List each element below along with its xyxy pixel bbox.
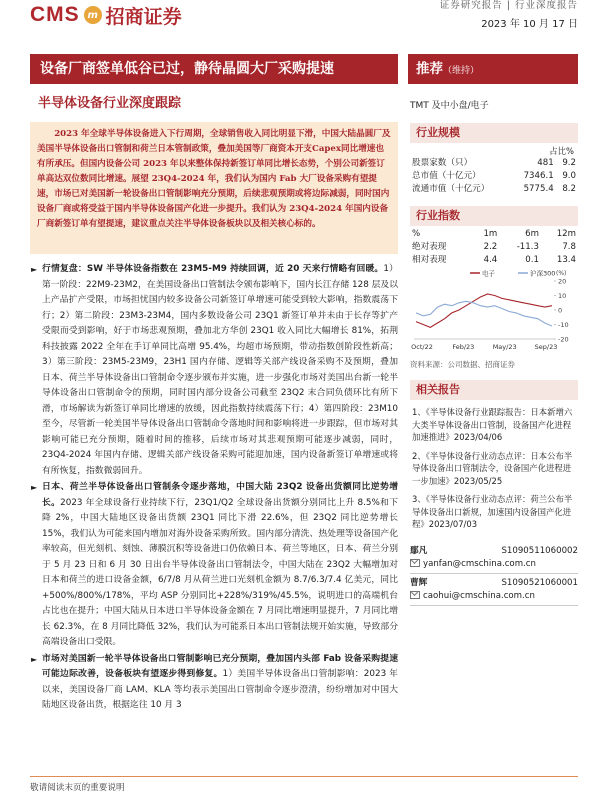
related-section-title: 相关报告 — [410, 380, 578, 400]
cell: 13.4 — [556, 255, 576, 265]
table-row — [410, 254, 578, 267]
paragraph-heading: 日本、荷兰半导体设备出口管制条令逐步落地，中国大陆 23Q2 设备出货额同比逆势增长。 — [42, 482, 398, 508]
index-table — [410, 228, 578, 267]
y-tick-label: 0 — [558, 306, 563, 315]
paragraph-heading: 市场对美国新一轮半导体设备出口管制影响已充分预期，叠加国内头部 Fab 设备采购提速可能边际改善，设备板块有望逐步得到修复。 — [42, 653, 398, 679]
rating-sub: （维持） — [443, 66, 480, 76]
table-row — [410, 241, 578, 254]
row-pct: 9.0 — [562, 171, 576, 181]
cell: 2.2 — [483, 242, 498, 252]
triangle-bullet-icon: ► — [31, 265, 38, 274]
cell: 0.1 — [525, 255, 539, 265]
table-row — [410, 170, 578, 183]
cell: 7.8 — [562, 242, 576, 252]
paragraph-text: 1）第一阶段：22M9-23M2，在美国设备出口管制法令颁布影响下，国内长江存储 128 层及以上产品扩产受限，市场担忧国内较多设备公司新签订单增速可能受到较大影响，指数震荡下行；2）第二阶段：23M3-23M4，国内多数设备公司 23Q1 新签订单并未由于长存等扩产受限而受到影响，好于市场悲观预期，叠加北方华创 23Q1 收入同比大幅增长 81%，拓荆科技披露 2022 全年在手订单同比高增 95.4%，均超市场预期，带动指数创阶段性新高；3）第三阶段：23M5-23M9，23H1 国内存储、逻辑等关部产线设备采购不及预期，叠加日本、荷兰半导体设备出口管制命令逐步颁布并实施，进一步强化市场对美国出台新一轮半导体设备出口管制命令的预期，同时国内部分设备公司截至 23Q2 末合同负债环比有所下滑，市场解读为新签订单同比增速的放缓，因此指数持续震荡下行；4）第四阶段：23M10 至今，尽管新一轮美国半导体设备出口管制命令落地时间和影响将进一步跟踪，但市场对其影响可能已充分预期，随着时间的推移，后续市场对其悲观预期可能逐步减弱，同时，23Q4-2024 年国内存储、逻辑关部产线设备采购可能迎加速，国内设备新签订单增速或将有所恢复，指数微弱回升。 — [42, 264, 398, 476]
x-tick-label: May/23 — [492, 343, 517, 351]
related-report-item[interactable]: 1、《半导体设备行业跟踪报告：日本新增六大类半导体设备出口管制，设备国产化进程加速推进》2023/04/06 — [412, 407, 573, 442]
analyst-email-row — [410, 590, 578, 606]
series-line-0 — [416, 294, 552, 327]
index-section-title: 行业指数 — [410, 206, 578, 226]
cell: -11.3 — [516, 242, 539, 252]
logo-text-cn: 招商证券 — [105, 5, 182, 28]
related-report-item[interactable]: 2、《半导体设备行业动态点评：日本公布半导体设备出口管制法令，设备国产化进程进一步加速》2023/05/25 — [412, 450, 573, 486]
row-value: 481 — [537, 158, 554, 168]
paragraph-text: 2023 年全球设备行业持续下行，23Q1/Q2 全球设备出货额分别同比上升 8.5%和下降 2%，中国大陆地区设备出货额 23Q1 同比下滑 22.6%，但 23Q2 同比逆势增长 15%，我们认为可能来国内增加对海外设备采购所致。国内部分清洗、热处理等设备国产化率较高，但光刻机、刻蚀、薄膜沉积等设备进口仍依赖日本、荷兰等地区，日本、荷兰分别于 5 月 23 日和 6 月 30 日出台半导体设备出口管制法令，中国大陆在 23Q2 大幅增加对日本和荷兰的进口设备金额，6/7/8 月从荷兰进口光刻机金额为 8.7/6.3/7.4 亿美元，同比+500%/800%/178%，平均 ASP 分别同比+228%/319%/45.5%，说明进口的高端机台占比也在提升；中国大陆从日本进口半导体设备金额在 7 月同比增速明显提升，7 月同比增长 62.3%，在 8 月同比降低 32%，我们认为可能系日本出口管制法规开始实施，导致部分高端设备出口受限。 — [42, 497, 398, 647]
index-line-chart — [410, 267, 578, 353]
footer-divider — [30, 776, 578, 777]
paragraph-text: 1）美国半导体设备出口管制影响：2023 年以来，美国设备厂商 LAM、KLA 等均表示美国出口管制命令逐步澄清，纷纷增加对中国大陆地区设备出货，根据迄往 10 月 3 — [42, 669, 398, 710]
row-pct: 9.2 — [562, 158, 576, 168]
mail-icon — [410, 591, 420, 599]
col-header: 6m — [525, 229, 539, 239]
analyst-2 — [410, 577, 578, 590]
col-header: 12m — [556, 229, 576, 239]
paragraph-1 — [30, 262, 398, 479]
row-label: 总市值（十亿元） — [412, 171, 481, 181]
report-meta — [440, 0, 578, 30]
logo-text-en: CMS — [30, 3, 80, 26]
row-label: 相对表现 — [412, 255, 447, 265]
col-header: 1m — [483, 229, 498, 239]
triangle-bullet-icon: ► — [31, 483, 38, 492]
col-header: % — [412, 229, 421, 239]
scale-section-title: 行业规模 — [410, 123, 578, 143]
analyst-id: S1090521060001 — [501, 577, 578, 588]
analyst-name: 曹辉 — [410, 577, 428, 588]
x-tick-label: Feb/23 — [452, 343, 475, 351]
scale-table — [410, 157, 578, 196]
related-reports — [410, 406, 578, 531]
main-body — [30, 262, 398, 715]
table-row — [410, 157, 578, 170]
paragraph-2 — [30, 480, 398, 651]
report-title: 设备厂商签单低谷已过，静待晶圆大厂采购提速 — [30, 54, 398, 84]
row-label: 绝对表现 — [412, 242, 447, 252]
y-tick-label: 10 — [558, 292, 567, 300]
logo-badge-icon: m — [84, 6, 102, 24]
paragraph-3 — [30, 652, 398, 714]
analyst-block — [410, 545, 578, 606]
analyst-email-row — [410, 558, 578, 574]
summary-box: 2023 年全球半导体设备进入下行周期，全球销售收入同比明显下滑，中国大陆晶圆厂及美国半导体设备出口管制和荷兰日本管制政策，叠加美国等厂商资本开支Capex同比增速也有所承压。但国内设备公司 2023 年以来整体保持新签订单同比增长态势，个别公司新签订单高达双位数同比增速。展望 23Q4-2024 年，我们认为国内 Fab 大厂设备采购有望提速，市场已对美国新一轮设备出口管制影响充分预期，后续悲观预期或将边际减弱，同时国内设备厂商或将受益于国内半导体设备国产化进一步提升。我们认为 23Q4-2024 年国内设备厂商新签订单有望提速，建议重点关注半导体设备板块以及相关核心标的。 — [30, 122, 398, 254]
sidebar — [410, 92, 578, 606]
y-axis-unit: (%) — [556, 270, 567, 277]
related-report-item[interactable]: 3、《半导体设备行业动态点评：荷兰公布半导体设备出口新规，加速国内设备国产化进程》2023/07/03 — [412, 494, 573, 529]
industry-label: TMT 及中小盘/电子 — [410, 101, 489, 111]
report-date: 2023 年 10 月 17 日 — [481, 19, 578, 30]
row-value: 7346.1 — [523, 171, 554, 181]
paragraph-heading: 行情复盘：SW 半导体设备指数在 23M5-M9 持续回调，近 20 天来行情略有回暖。 — [42, 264, 384, 274]
row-label: 流通市值（十亿元） — [412, 184, 490, 194]
analyst-email[interactable]: yanfan@cmschina.com.cn — [423, 558, 536, 569]
chart-source: 资料来源：公司数据、招商证券 — [410, 360, 515, 369]
row-pct: 8.2 — [562, 184, 576, 194]
series-line-1 — [416, 301, 552, 326]
analyst-1 — [410, 545, 578, 558]
rating-box — [408, 54, 578, 84]
legend-label: 电子 — [482, 269, 495, 278]
analyst-email[interactable]: caohui@cmschina.com.cn — [423, 590, 535, 601]
legend-label: 沪深300 — [530, 269, 556, 278]
analyst-id: S1090511060002 — [501, 545, 578, 556]
report-subtitle: 半导体设备行业深度跟踪 — [38, 96, 182, 111]
cell: 4.4 — [483, 255, 498, 265]
x-tick-label: Oct/22 — [411, 343, 433, 351]
x-tick-label: Sep/23 — [534, 343, 558, 351]
table-row — [410, 183, 578, 196]
rating-label: 推荐 — [416, 61, 443, 77]
row-label: 股票家数（只） — [412, 158, 473, 168]
triangle-bullet-icon: ► — [31, 654, 38, 664]
report-type: 证券研究报告 | 行业深度报告 — [439, 0, 578, 11]
y-tick-label: 20 — [558, 277, 567, 286]
analyst-name: 鄢凡 — [410, 545, 428, 556]
mail-icon — [410, 559, 420, 567]
y-tick-label: -10 — [558, 321, 569, 329]
scale-unit-header: 占比% — [549, 146, 574, 156]
company-logo — [30, 0, 182, 30]
y-tick-label: -20 — [558, 335, 569, 344]
index-chart — [410, 267, 578, 357]
page-header — [0, 0, 600, 42]
row-value: 5775.4 — [523, 184, 554, 194]
table-header-row — [410, 228, 578, 241]
footer-note: 敬请阅读末页的重要说明 — [30, 783, 125, 793]
